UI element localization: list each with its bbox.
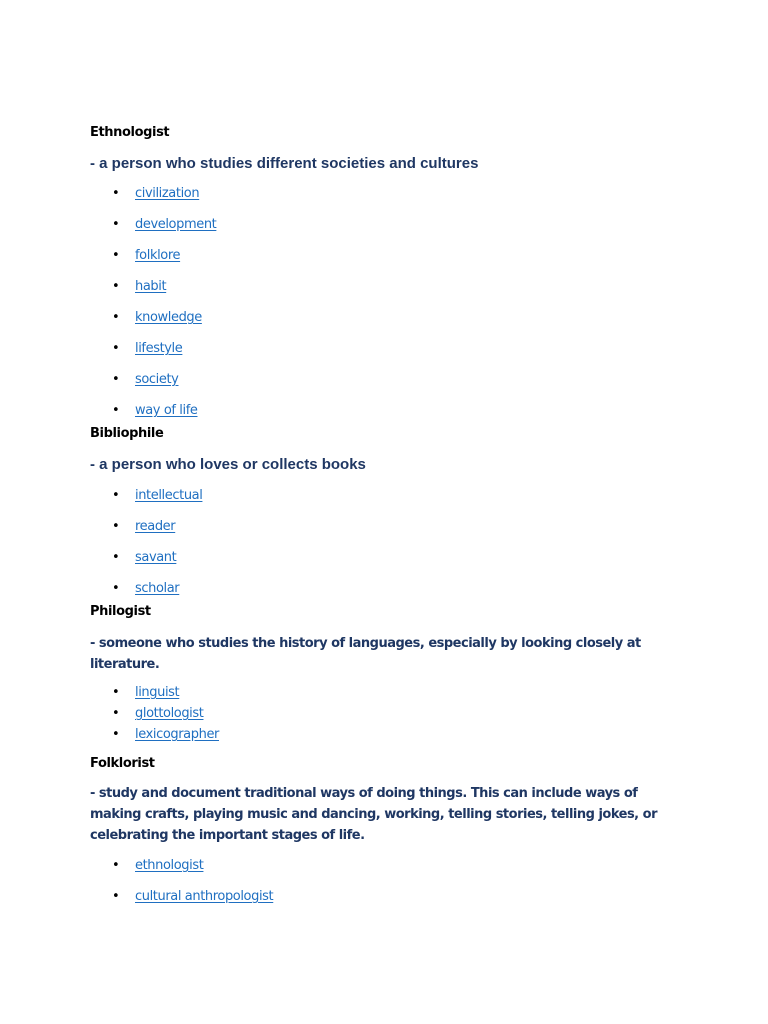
- term-heading: Bibliophile: [90, 426, 164, 441]
- word-link-way-of-life[interactable]: way of life: [135, 403, 198, 418]
- term-definition: - a person who loves or collects books: [90, 456, 366, 473]
- bullet-icon: •: [112, 727, 120, 742]
- bullet-icon: •: [112, 341, 120, 356]
- word-link-folklore[interactable]: folklore: [135, 248, 181, 263]
- related-words-list: [90, 683, 690, 746]
- word-link-linguist[interactable]: linguist: [135, 685, 180, 700]
- word-link-glottologist[interactable]: glottologist: [135, 706, 204, 721]
- term-definition: - study and document traditional ways of doing things. This can include ways of making crafts, playing music and dancing, working, telling stories, telling jokes, or celebrating the important stages of life.: [90, 786, 657, 843]
- related-words-list: [90, 184, 690, 425]
- bullet-icon: •: [112, 685, 120, 700]
- word-link-savant[interactable]: savant: [135, 550, 177, 565]
- related-words-list: [90, 486, 690, 603]
- bullet-icon: •: [112, 217, 120, 232]
- word-link-intellectual[interactable]: intellectual: [135, 488, 203, 503]
- bullet-icon: •: [112, 858, 120, 873]
- list-item: [90, 215, 690, 246]
- bullet-icon: •: [112, 581, 120, 596]
- word-link-development[interactable]: development: [135, 217, 217, 232]
- word-link-civilization[interactable]: civilization: [135, 186, 200, 201]
- bullet-icon: •: [112, 550, 120, 565]
- term-heading: Ethnologist: [90, 125, 170, 140]
- list-item: [90, 704, 690, 725]
- word-link-lexicographer[interactable]: lexicographer: [135, 727, 219, 742]
- term-heading: Philogist: [90, 604, 151, 619]
- list-item: [90, 401, 690, 425]
- term-definition: - someone who studies the history of languages, especially by looking closely at literature.: [90, 636, 641, 672]
- word-link-reader[interactable]: reader: [135, 519, 176, 534]
- bullet-icon: •: [112, 372, 120, 387]
- entry-folklorist: [90, 755, 690, 918]
- list-item: [90, 517, 690, 548]
- list-item: [90, 486, 690, 517]
- term-heading: Folklorist: [90, 756, 155, 771]
- word-link-lifestyle[interactable]: lifestyle: [135, 341, 183, 356]
- entry-philogist: [90, 603, 690, 746]
- entry-ethnologist: [90, 124, 690, 425]
- bullet-icon: •: [112, 889, 120, 904]
- list-item: [90, 246, 690, 277]
- bullet-icon: •: [112, 310, 120, 325]
- word-link-ethnologist[interactable]: ethnologist: [135, 858, 204, 873]
- word-link-society[interactable]: society: [135, 372, 179, 387]
- bullet-icon: •: [112, 279, 120, 294]
- list-item: [90, 370, 690, 401]
- word-link-knowledge[interactable]: knowledge: [135, 310, 202, 325]
- term-definition: - a person who studies different societies and cultures: [90, 155, 479, 172]
- bullet-icon: •: [112, 519, 120, 534]
- word-link-cultural-anthropologist[interactable]: cultural anthropologist: [135, 889, 274, 904]
- list-item: [90, 308, 690, 339]
- list-item: [90, 683, 690, 704]
- list-item: [90, 277, 690, 308]
- word-link-scholar[interactable]: scholar: [135, 581, 180, 596]
- list-item: [90, 548, 690, 579]
- list-item: [90, 856, 690, 887]
- list-item: [90, 579, 690, 603]
- document-page: [90, 124, 690, 918]
- bullet-icon: •: [112, 706, 120, 721]
- bullet-icon: •: [112, 186, 120, 201]
- bullet-icon: •: [112, 403, 120, 418]
- word-link-habit[interactable]: habit: [135, 279, 167, 294]
- related-words-list: [90, 856, 690, 918]
- list-item: [90, 887, 690, 918]
- entry-bibliophile: [90, 425, 690, 603]
- list-item: [90, 184, 690, 215]
- bullet-icon: •: [112, 488, 120, 503]
- list-item: [90, 725, 690, 746]
- list-item: [90, 339, 690, 370]
- bullet-icon: •: [112, 248, 120, 263]
